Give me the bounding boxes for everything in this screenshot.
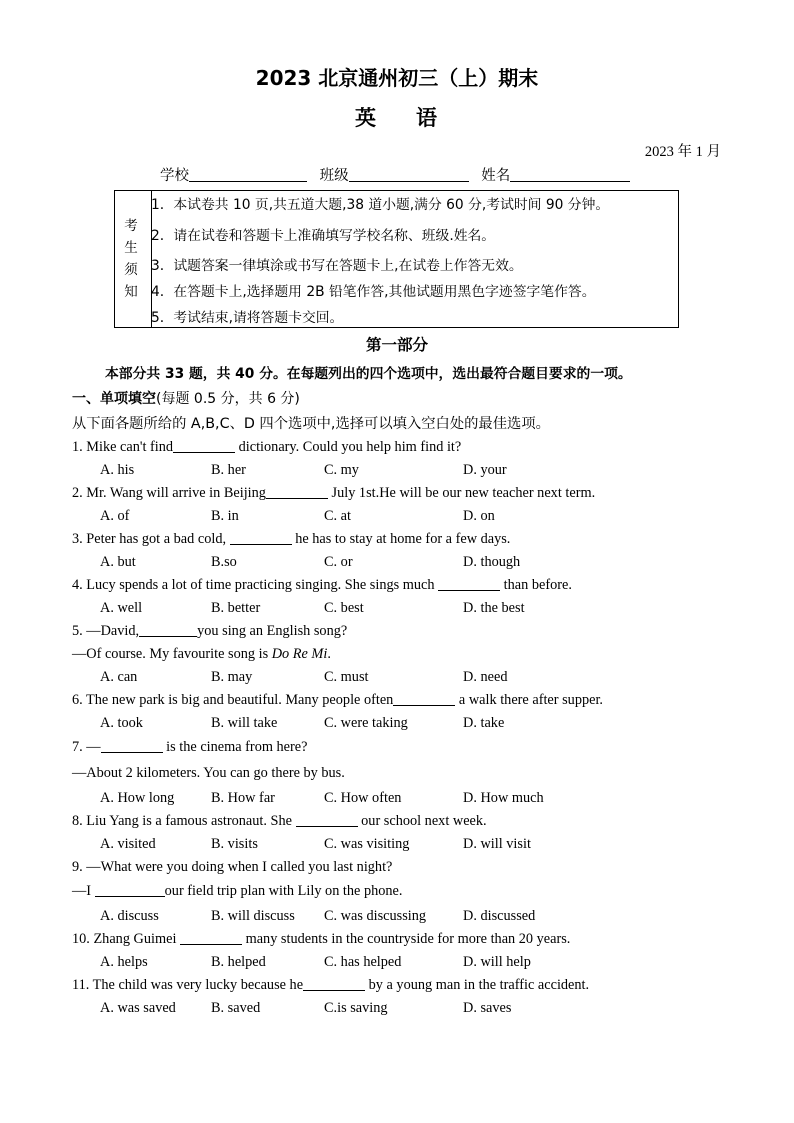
option-c[interactable]: C. best [324, 600, 364, 616]
notice-item: 2. 请在试卷和答题卡上准确填写学校名称、班级.姓名。 [151, 228, 496, 244]
class-blank[interactable] [349, 167, 469, 182]
option-a[interactable]: A. How long [100, 790, 175, 806]
section-intro: 本部分共 33 题，共 40 分。在每题列出的四个选项中，选出最符合题目要求的一项。 [105, 366, 632, 382]
notice-item: 4. 在答题卡上,选择题用 2B 铅笔作答,其他试题用黑色字迹签字笔作答。 [151, 284, 596, 300]
question-3: 3. Peter has got a bad cold, he has to stay at home for a few days. [72, 531, 511, 547]
option-a[interactable]: A. but [100, 554, 136, 570]
answer-blank[interactable] [296, 813, 358, 827]
question-10: 10. Zhang Guimei many students in the countryside for more than 20 years. [72, 931, 571, 947]
notice-item: 5. 考试结束,请将答题卡交回。 [151, 310, 344, 326]
option-b[interactable]: B. better [211, 600, 261, 616]
answer-blank[interactable] [101, 739, 163, 753]
option-d[interactable]: D. take [463, 715, 505, 731]
option-a[interactable]: A. visited [100, 836, 156, 852]
song-title: Do Re Mi [271, 646, 328, 662]
school-blank[interactable] [189, 167, 307, 182]
option-a[interactable]: A. his [100, 462, 135, 478]
student-info-fields [160, 164, 638, 185]
option-d[interactable]: D. How much [463, 790, 544, 806]
option-d[interactable]: D. discussed [463, 908, 536, 924]
option-d[interactable]: D. saves [463, 1000, 512, 1016]
option-d[interactable]: D. will visit [463, 836, 531, 852]
answer-blank[interactable] [230, 531, 292, 545]
question-2: 2. Mr. Wang will arrive in Beijing July 1st.He will be our new teacher next term. [72, 485, 596, 501]
option-b[interactable]: B. helped [211, 954, 266, 970]
option-a[interactable]: A. of [100, 508, 130, 524]
exam-title: 2023 北京通州初三（上）期末 [255, 66, 539, 90]
option-b[interactable]: B. will discuss [211, 908, 295, 924]
part-heading [72, 388, 300, 408]
option-a[interactable]: A. was saved [100, 1000, 176, 1016]
option-c[interactable]: C. has helped [324, 954, 402, 970]
option-d[interactable]: D. though [463, 554, 521, 570]
option-a[interactable]: A. discuss [100, 908, 159, 924]
option-a[interactable]: A. can [100, 669, 138, 685]
answer-blank[interactable] [438, 577, 500, 591]
notice-item: 1. 本试卷共 10 页,共五道大题,38 道小题,满分 60 分,考试时间 90 分钟。 [151, 197, 610, 213]
option-a[interactable]: A. helps [100, 954, 148, 970]
option-b[interactable]: B. will take [211, 715, 278, 731]
name-blank[interactable] [510, 167, 630, 182]
option-d[interactable]: D. need [463, 669, 508, 685]
option-d[interactable]: D. will help [463, 954, 531, 970]
option-b[interactable]: B. in [211, 508, 239, 524]
subject-char-2: 语 [416, 106, 439, 130]
option-c[interactable]: C. must [324, 669, 369, 685]
question-4: 4. Lucy spends a lot of time practicing singing. She sings much than before. [72, 577, 572, 593]
option-b[interactable]: B. saved [211, 1000, 261, 1016]
option-c[interactable]: C. was visiting [324, 836, 410, 852]
option-b[interactable]: B. her [211, 462, 246, 478]
answer-blank[interactable] [266, 485, 328, 499]
option-b[interactable]: B.so [211, 554, 237, 570]
school-label: 学校 [160, 168, 189, 184]
exam-notice-box [114, 190, 679, 328]
option-c[interactable]: C. or [324, 554, 353, 570]
answer-blank[interactable] [180, 931, 242, 945]
question-7: 7. — is the cinema from here? [72, 739, 308, 755]
option-b[interactable]: B. may [211, 669, 253, 685]
part-note: (每题 0.5 分，共 6 分) [156, 391, 300, 407]
answer-blank[interactable] [173, 439, 235, 453]
class-label: 班级 [319, 168, 349, 184]
option-b[interactable]: B. How far [211, 790, 275, 806]
option-c[interactable]: C. my [324, 462, 359, 478]
notice-label: 考生须知 [124, 218, 142, 300]
name-label: 姓名 [481, 168, 511, 184]
answer-blank[interactable] [95, 883, 165, 897]
answer-blank[interactable] [303, 977, 365, 991]
answer-blank[interactable] [139, 623, 197, 637]
option-d[interactable]: D. your [463, 462, 507, 478]
option-a[interactable]: A. well [100, 600, 143, 616]
question-5-reply: —Of course. My favourite song is Do Re Mi. [72, 646, 331, 662]
subject-title [0, 102, 794, 132]
notice-label-cell [115, 191, 152, 327]
answer-blank[interactable] [393, 692, 455, 706]
option-b[interactable]: B. visits [211, 836, 258, 852]
notice-item: 3. 试题答案一律填涂或书写在答题卡上,在试卷上作答无效。 [151, 258, 523, 274]
question-5: 5. —David, you sing an English song? [72, 623, 348, 639]
option-c[interactable]: C.is saving [324, 1000, 388, 1016]
question-7-reply: —About 2 kilometers. You can go there by bus. [72, 765, 345, 781]
question-11: 11. The child was very lucky because he by a young man in the traffic accident. [72, 977, 590, 993]
section-title: 第一部分 [365, 336, 428, 354]
option-d[interactable]: D. the best [463, 600, 525, 616]
exam-date: 2023 年 1 月 [644, 144, 721, 160]
option-c[interactable]: C. How often [324, 790, 402, 806]
option-d[interactable]: D. on [463, 508, 495, 524]
subject-char-1: 英 [355, 106, 378, 130]
option-c[interactable]: C. were taking [324, 715, 408, 731]
option-c[interactable]: C. at [324, 508, 352, 524]
question-1: 1. Mike can't find dictionary. Could you help him find it? [72, 439, 462, 455]
option-c[interactable]: C. was discussing [324, 908, 427, 924]
question-9-reply: —I our field trip plan with Lily on the phone. [72, 883, 403, 899]
question-6: 6. The new park is big and beautiful. Many people often a walk there after supper. [72, 692, 604, 708]
part-instruction: 从下面各题所给的 A,B,C、D 四个选项中,选择可以填入空白处的最佳选项。 [72, 416, 550, 432]
question-9: 9. —What were you doing when I called you last night? [72, 859, 393, 875]
part-title: 一、单项填空 [72, 391, 156, 407]
question-8: 8. Liu Yang is a famous astronaut. She our school next week. [72, 813, 487, 829]
option-a[interactable]: A. took [100, 715, 143, 731]
